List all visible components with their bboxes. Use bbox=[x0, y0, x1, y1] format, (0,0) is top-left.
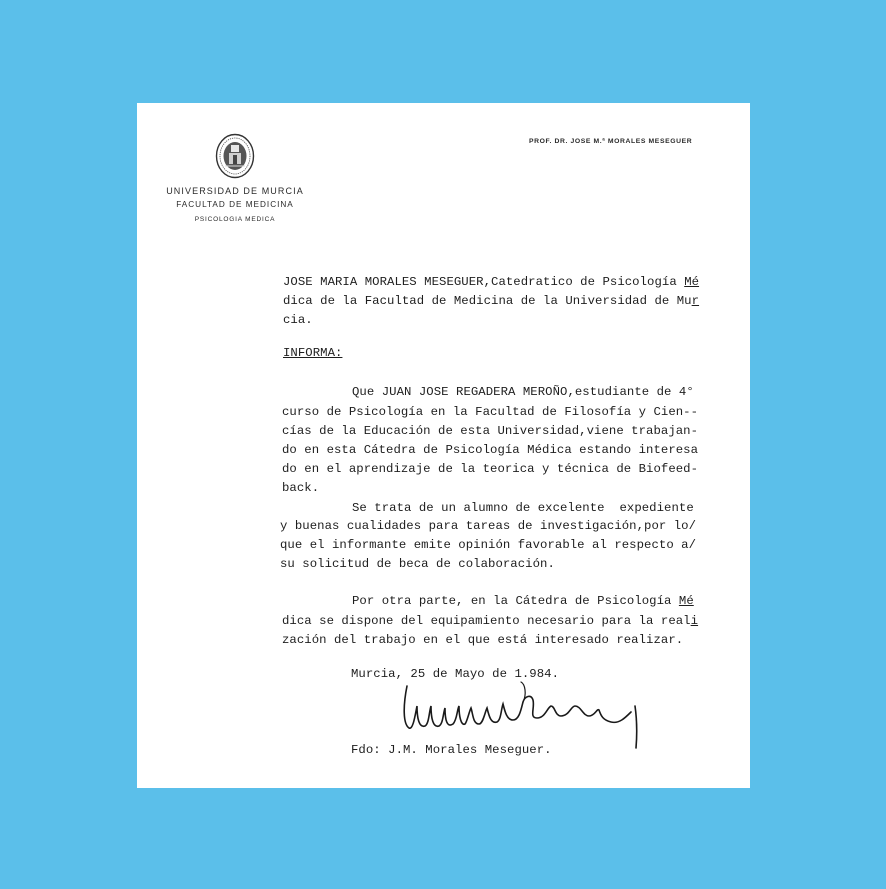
date-line: Murcia, 25 de Mayo de 1.984. bbox=[351, 667, 560, 681]
paragraph1-line: Que JUAN JOSE REGADERA MEROÑO,estudiante de 4° bbox=[352, 385, 694, 399]
paragraph1-line: back. bbox=[282, 481, 320, 495]
paragraph1-line: do en el aprendizaje de la teorica y técnica de Biofeed- bbox=[282, 462, 699, 476]
paragraph3-line: dica se dispone del equipamiento necesario para la reali bbox=[282, 614, 699, 628]
intro-line: dica de la Facultad de Medicina de la Universidad de Mur bbox=[283, 294, 700, 308]
university-name: UNIVERSIDAD DE MURCIA bbox=[166, 186, 304, 196]
paragraph2-line: Se trata de un alumno de excelente expediente bbox=[352, 501, 694, 515]
letterhead bbox=[151, 185, 319, 227]
paragraph2-line: que el informante emite opinión favorable al respecto a/ bbox=[280, 538, 697, 552]
professor-header: PROF. DR. JOSE M.ª MORALES MESEGUER bbox=[529, 138, 693, 145]
intro-line: JOSE MARIA MORALES MESEGUER,Catedratico de Psicología Mé bbox=[283, 275, 700, 289]
paragraph2-line: y buenas cualidades para tareas de investigación,por lo/ bbox=[280, 519, 697, 533]
paragraph3-line: Por otra parte, en la Cátedra de Psicología Mé bbox=[352, 594, 694, 608]
intro-line: cia. bbox=[283, 313, 313, 327]
paragraph1-line: cías de la Educación de esta Universidad,viene trabajan- bbox=[282, 424, 699, 438]
paragraph3-line: zación del trabajo en el que está interesado realizar. bbox=[282, 633, 684, 647]
paragraph2-line: su solicitud de beca de colaboración. bbox=[280, 557, 555, 571]
paragraph1-line: do en esta Cátedra de Psicología Médica estando interesa bbox=[282, 443, 699, 457]
letter-page bbox=[137, 103, 750, 788]
paragraph1-line: curso de Psicología en la Facultad de Filosofía y Cien-- bbox=[282, 405, 699, 419]
informa-heading: INFORMA: bbox=[283, 346, 343, 360]
signed-by-line: Fdo: J.M. Morales Meseguer. bbox=[351, 743, 552, 757]
university-seal-icon bbox=[215, 133, 255, 179]
faculty-name: FACULTAD DE MEDICINA bbox=[176, 200, 294, 209]
department-name: PSICOLOGIA MEDICA bbox=[194, 216, 276, 223]
